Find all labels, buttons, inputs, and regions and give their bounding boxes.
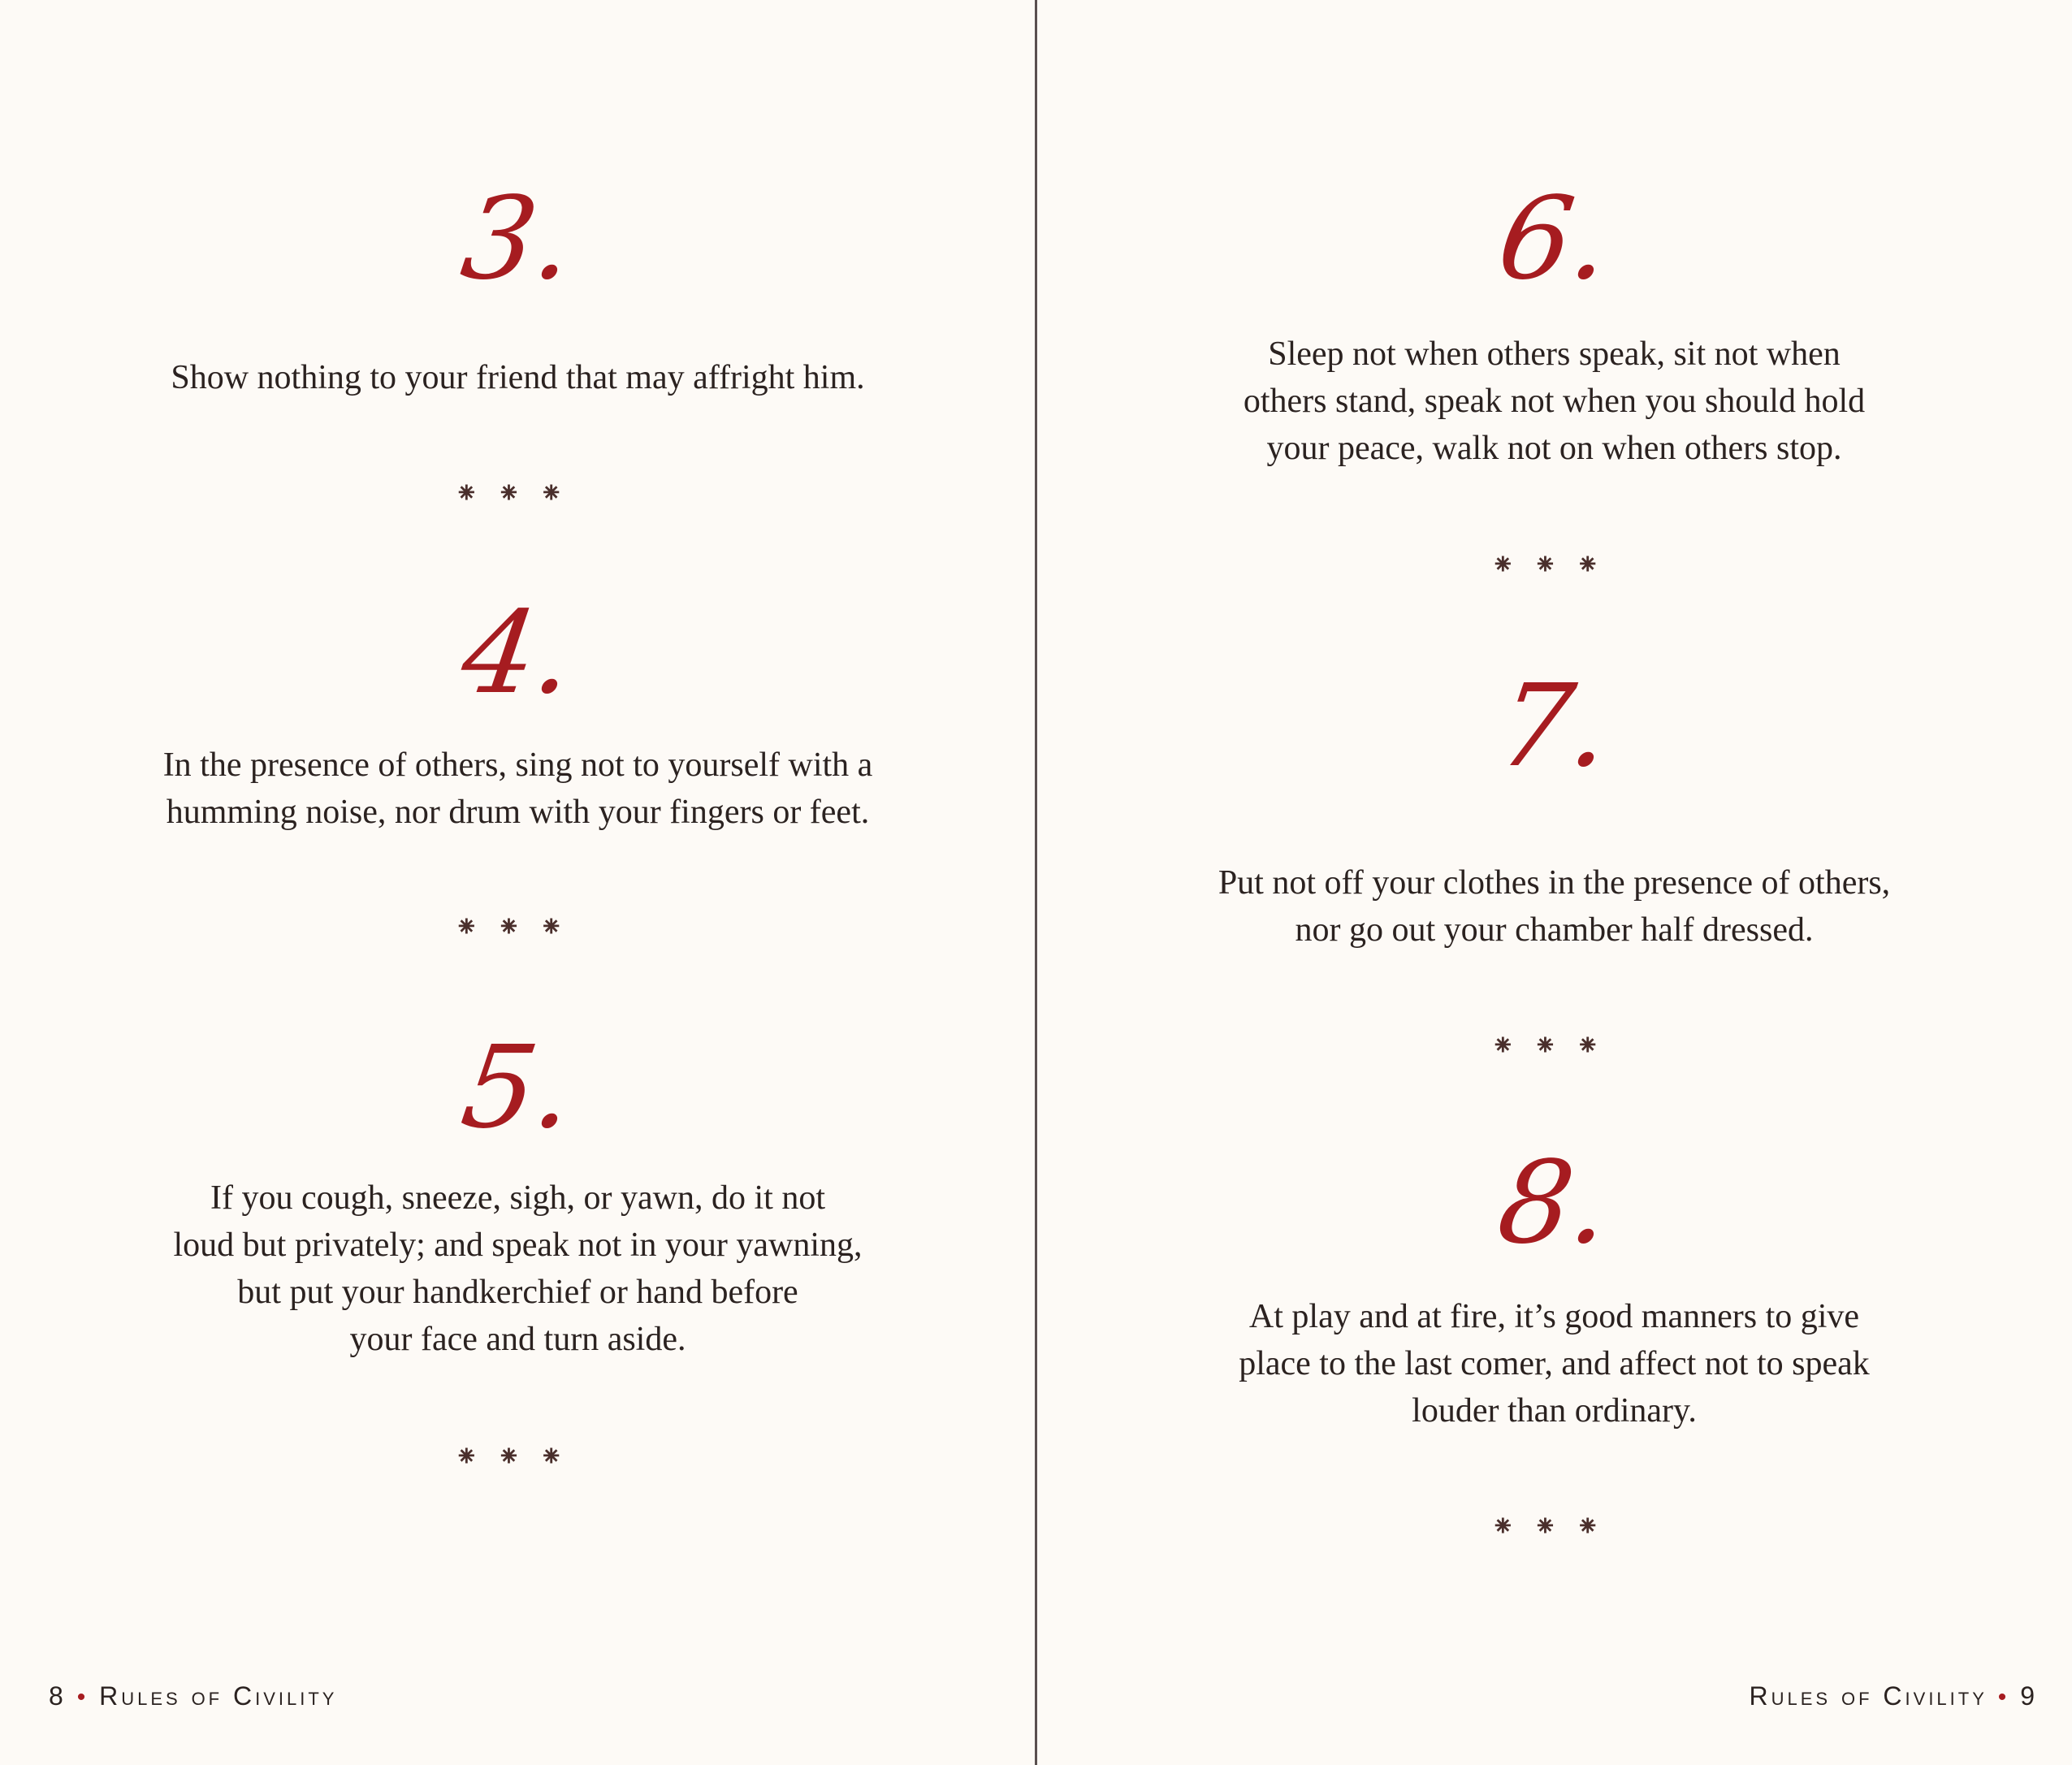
rule-text-8: At play and at fire, it’s good manners to give place to the last comer, and affect not to speak louder than ordinary. bbox=[1239, 1298, 1870, 1430]
rule-numeral-4: 4. bbox=[454, 587, 582, 720]
asterism-icon: ⁕ bbox=[496, 477, 539, 510]
page-number: 8 bbox=[49, 1681, 67, 1711]
asterism-icon: ⁕ bbox=[539, 477, 582, 510]
rule-numeral-7: 7. bbox=[1490, 660, 1618, 793]
ornament-divider bbox=[1036, 1030, 2072, 1062]
asterism-icon: ⁕ bbox=[1575, 1510, 1618, 1543]
ornament-divider bbox=[0, 911, 1036, 944]
footer-bullet: • bbox=[1997, 1684, 2010, 1711]
asterism-icon: ⁕ bbox=[1490, 1029, 1533, 1062]
page-footer-left bbox=[49, 1680, 337, 1714]
asterism-icon: ⁕ bbox=[1575, 1029, 1618, 1062]
asterism-icon: ⁕ bbox=[454, 911, 497, 944]
rule-text-6: Sleep not when others speak, sit not when others stand, speak not when you should hold your peace, walk not on when others stop. bbox=[1243, 335, 1866, 467]
running-head: Rules of Civility bbox=[99, 1681, 338, 1711]
page-number: 9 bbox=[2020, 1681, 2038, 1711]
rule-text-4: In the presence of others, sing not to yourself with a humming noise, nor drum with your fingers or feet. bbox=[162, 746, 873, 831]
rule-numeral-8: 8. bbox=[1490, 1137, 1618, 1270]
asterism-icon: ⁕ bbox=[1490, 1510, 1533, 1543]
asterism-icon: ⁕ bbox=[454, 477, 497, 510]
ornament-divider bbox=[1036, 549, 2072, 582]
ornament-divider bbox=[1036, 1511, 2072, 1543]
page-footer-right bbox=[1750, 1680, 2038, 1714]
asterism-icon: ⁕ bbox=[1533, 1510, 1576, 1543]
rule-text-3: Show nothing to your friend that may affright him. bbox=[171, 359, 865, 396]
asterism-icon: ⁕ bbox=[539, 911, 582, 944]
asterism-icon: ⁕ bbox=[1490, 548, 1533, 582]
asterism-icon: ⁕ bbox=[496, 1440, 539, 1473]
ornament-divider bbox=[0, 478, 1036, 510]
rule-numeral-6: 6. bbox=[1490, 173, 1618, 305]
ornament-divider bbox=[0, 1441, 1036, 1473]
rule-numeral-5: 5. bbox=[454, 1022, 582, 1154]
asterism-icon: ⁕ bbox=[1533, 1029, 1576, 1062]
footer-bullet: • bbox=[76, 1684, 89, 1711]
rule-numeral-3: 3. bbox=[454, 173, 582, 305]
right-page bbox=[1036, 0, 2072, 1765]
asterism-icon: ⁕ bbox=[1575, 548, 1618, 582]
rule-text-7: Put not off your clothes in the presence of others, nor go out your chamber half dressed. bbox=[1218, 864, 1891, 949]
asterism-icon: ⁕ bbox=[496, 911, 539, 944]
running-head: Rules of Civility bbox=[1749, 1681, 1988, 1711]
asterism-icon: ⁕ bbox=[539, 1440, 582, 1473]
asterism-icon: ⁕ bbox=[454, 1440, 497, 1473]
rule-text-5: If you cough, sneeze, sigh, or yawn, do it not loud but privately; and speak not in your yawning, but put your handkerchief or hand before your face and turn aside. bbox=[173, 1179, 863, 1358]
asterism-icon: ⁕ bbox=[1533, 548, 1576, 582]
